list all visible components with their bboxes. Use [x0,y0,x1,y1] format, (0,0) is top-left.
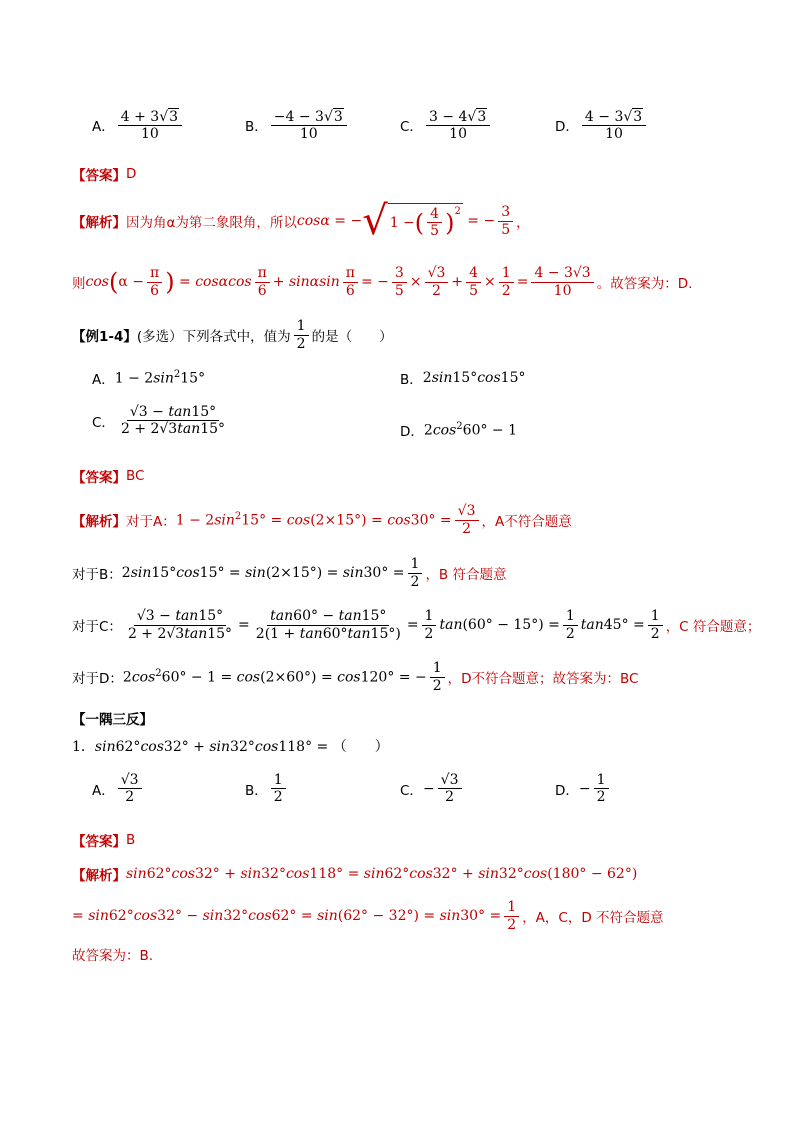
math: 1．sin62°cos32° + sin32°cos118° = （ ） [72,739,389,755]
fraction: $\frac{1}{2}$ [422,608,437,641]
math: 2sin15°cos15° [422,370,526,386]
fraction: $\frac{1}{2}$ [563,608,578,641]
math: $2\cos^260^\circ - 1$ [423,421,518,439]
example-stem-post: 的是（ ） [311,329,393,345]
math: = sin62°cos32° − sin32°cos62° = sin(62° − 32°) = sin30° = [72,908,502,924]
option-d [555,772,612,805]
fraction: $\frac{√3 - \tan 15^\circ}{2 + 2√3\tan 15^\circ}$ [127,608,233,642]
fraction: $\frac{\pi}{6}$ [147,265,162,298]
option-letter: C． [400,782,423,799]
final-answer: 故答案为：B. [72,948,154,964]
fraction: $\frac{1}{2}$ [408,556,423,589]
math: tan45° = [580,617,645,633]
fraction: $\frac{\pi}{6}$ [343,265,358,298]
answer-tag: 【答案】 [72,470,126,486]
analysis-line-1 [72,864,734,884]
option-a [92,368,205,388]
option-c [92,404,231,437]
analysis-text: ，B 符合题意 [425,567,507,583]
math: + [451,274,464,290]
fraction: $\frac{√3}{2}$ [438,772,462,805]
answer-line [72,164,734,184]
fraction: $\frac{1}{2}$ [294,318,309,351]
math: = cosαcos [174,274,252,290]
option-letter: A． [92,119,115,136]
math: cos [85,274,109,290]
math: 2sin15°cos15° = sin(2×15°) = sin30° = [121,565,405,581]
radicand: 1 − ( $\frac{4}{5}$ ) $^2$ [388,203,463,239]
option-b [400,368,526,388]
analysis-text: 对于C： [72,619,122,635]
analysis-d [72,658,734,696]
math: = − [329,213,363,229]
answer-value: B [126,832,136,848]
analysis-line-1 [72,196,734,246]
fraction: $\frac{3}{5}$ [392,265,407,298]
option-a [92,108,185,142]
math: $1 - 2\sin^215^\circ = \cos(2\times 15^\circ) = \cos 30^\circ$ = [175,511,452,529]
option-letter: A． [92,372,115,388]
analysis-tag: 【解析】 [72,868,126,884]
analysis-text: ，C 符合题意； [665,619,761,635]
analysis-text: ，D不符合题意；故答案为：BC [447,671,639,687]
math: $2\cos^260^\circ - 1 = \cos(2\times 60^\circ) = \cos 120^\circ$ = − [122,668,427,686]
math: $1 - 2\sin^215^\circ$ [114,369,206,387]
answer-tag: 【答案】 [72,834,126,850]
analysis-line-2 [72,896,734,936]
option-letter: C． [92,414,115,431]
analysis-text: 对于D： [72,671,123,687]
example-stem-pre: (多选）下列各式中，值为 [136,329,291,345]
option-letter: D． [555,119,579,136]
analysis-a [72,500,734,540]
option-a [92,772,145,805]
paren: ( [108,268,119,296]
analysis-text: 则 [72,276,86,292]
option-fraction: 3 − 4√ 3 10 [426,108,490,142]
math: sin62°cos32° + sin32°cos118° = sin62°cos32° + sin32°cos(180° − 62°) [126,866,638,882]
analysis-text: ，A，C，D 不符合题意 [522,910,664,926]
analysis-tag: 【解析】 [72,215,126,231]
option-letter: D． [555,782,579,799]
math: − [422,780,435,797]
option-fraction: −4 − 3√ 3 10 [271,108,347,142]
math: = [406,617,419,633]
fraction: $\frac{\tan 60^\circ - \tan 15^\circ}{2(1 + \tan 60^\circ\tan 15^\circ)}$ [255,608,401,642]
option-letter: B． [245,782,268,799]
math: + sinαsin [272,274,340,290]
analysis-text: 对于A： [126,514,176,530]
punct: ， [516,215,530,231]
fraction: $\frac{1}{2}$ [271,772,286,805]
fraction: $\frac{4}{5}$ [466,265,481,298]
math: × [409,274,422,290]
math: = [238,617,250,633]
option-d [400,420,517,440]
option-letter: B． [245,119,268,136]
fraction: $\frac{√3}{2}$ [118,772,142,805]
option-fraction: 4 − 3√ 3 10 [582,108,646,142]
analysis-text: ，A不符合题意 [481,514,572,530]
math: = [516,274,529,290]
section-heading [72,708,734,728]
analysis-c [72,604,761,646]
answer-value: D [126,166,137,182]
answer-tag: 【答案】 [72,168,126,184]
answer-line [72,466,734,486]
option-letter: D． [400,424,424,440]
paren: ) [165,268,175,296]
math: = − [360,274,389,290]
fraction: $\frac{√3 - \tan 15^\circ}{2 + 2√3\tan 15^\circ}$ [120,404,226,438]
analysis-text: 因为角α为第二象限角，所以 [126,215,297,231]
option-letter: C． [400,119,423,136]
fraction: $\frac{1}{2}$ [594,772,609,805]
heading-text: 【一隅三反】 [72,712,153,728]
fraction: $\frac{1}{2}$ [648,608,663,641]
math: − [578,780,591,797]
math: α − [118,274,144,290]
math: cosα [296,213,330,229]
radical-sign: √ [362,198,388,244]
analysis-text: 对于B： [72,567,122,583]
math: = − [462,213,496,229]
answer-line [72,830,734,850]
math: × [484,274,496,290]
analysis-tag: 【解析】 [72,514,126,530]
fraction: $\frac{\pi}{6}$ [255,265,270,298]
option-c [400,772,465,805]
fraction: $\frac{1}{2}$ [504,899,519,932]
fraction: $\frac{√3}{2}$ [425,265,449,298]
option-b [245,772,289,805]
option-fraction: 4 + 3√ 3 10 [118,108,182,142]
fraction: $\frac{3}{5}$ [498,204,513,237]
example-stem [72,318,734,352]
fraction: $\frac{1}{2}$ [430,660,445,693]
option-letter: A． [92,782,115,799]
example-label: 【例1-4】 [72,329,137,345]
question-stem [72,736,734,756]
analysis-b [72,556,734,590]
analysis-line-3 [72,944,734,964]
fraction: $\frac{√3}{2}$ [455,503,479,536]
option-c [400,108,493,142]
answer-value: BC [126,468,145,484]
analysis-line-2 [72,262,734,302]
fraction: $\frac{4 - 3√3}{10}$ [531,265,593,298]
option-letter: B． [400,372,423,388]
math: tan(60° − 15°) = [439,617,560,633]
option-b [245,108,350,142]
fraction: $\frac{1}{2}$ [499,265,514,298]
option-d [555,108,649,142]
analysis-text: 。故答案为：D. [596,276,693,292]
